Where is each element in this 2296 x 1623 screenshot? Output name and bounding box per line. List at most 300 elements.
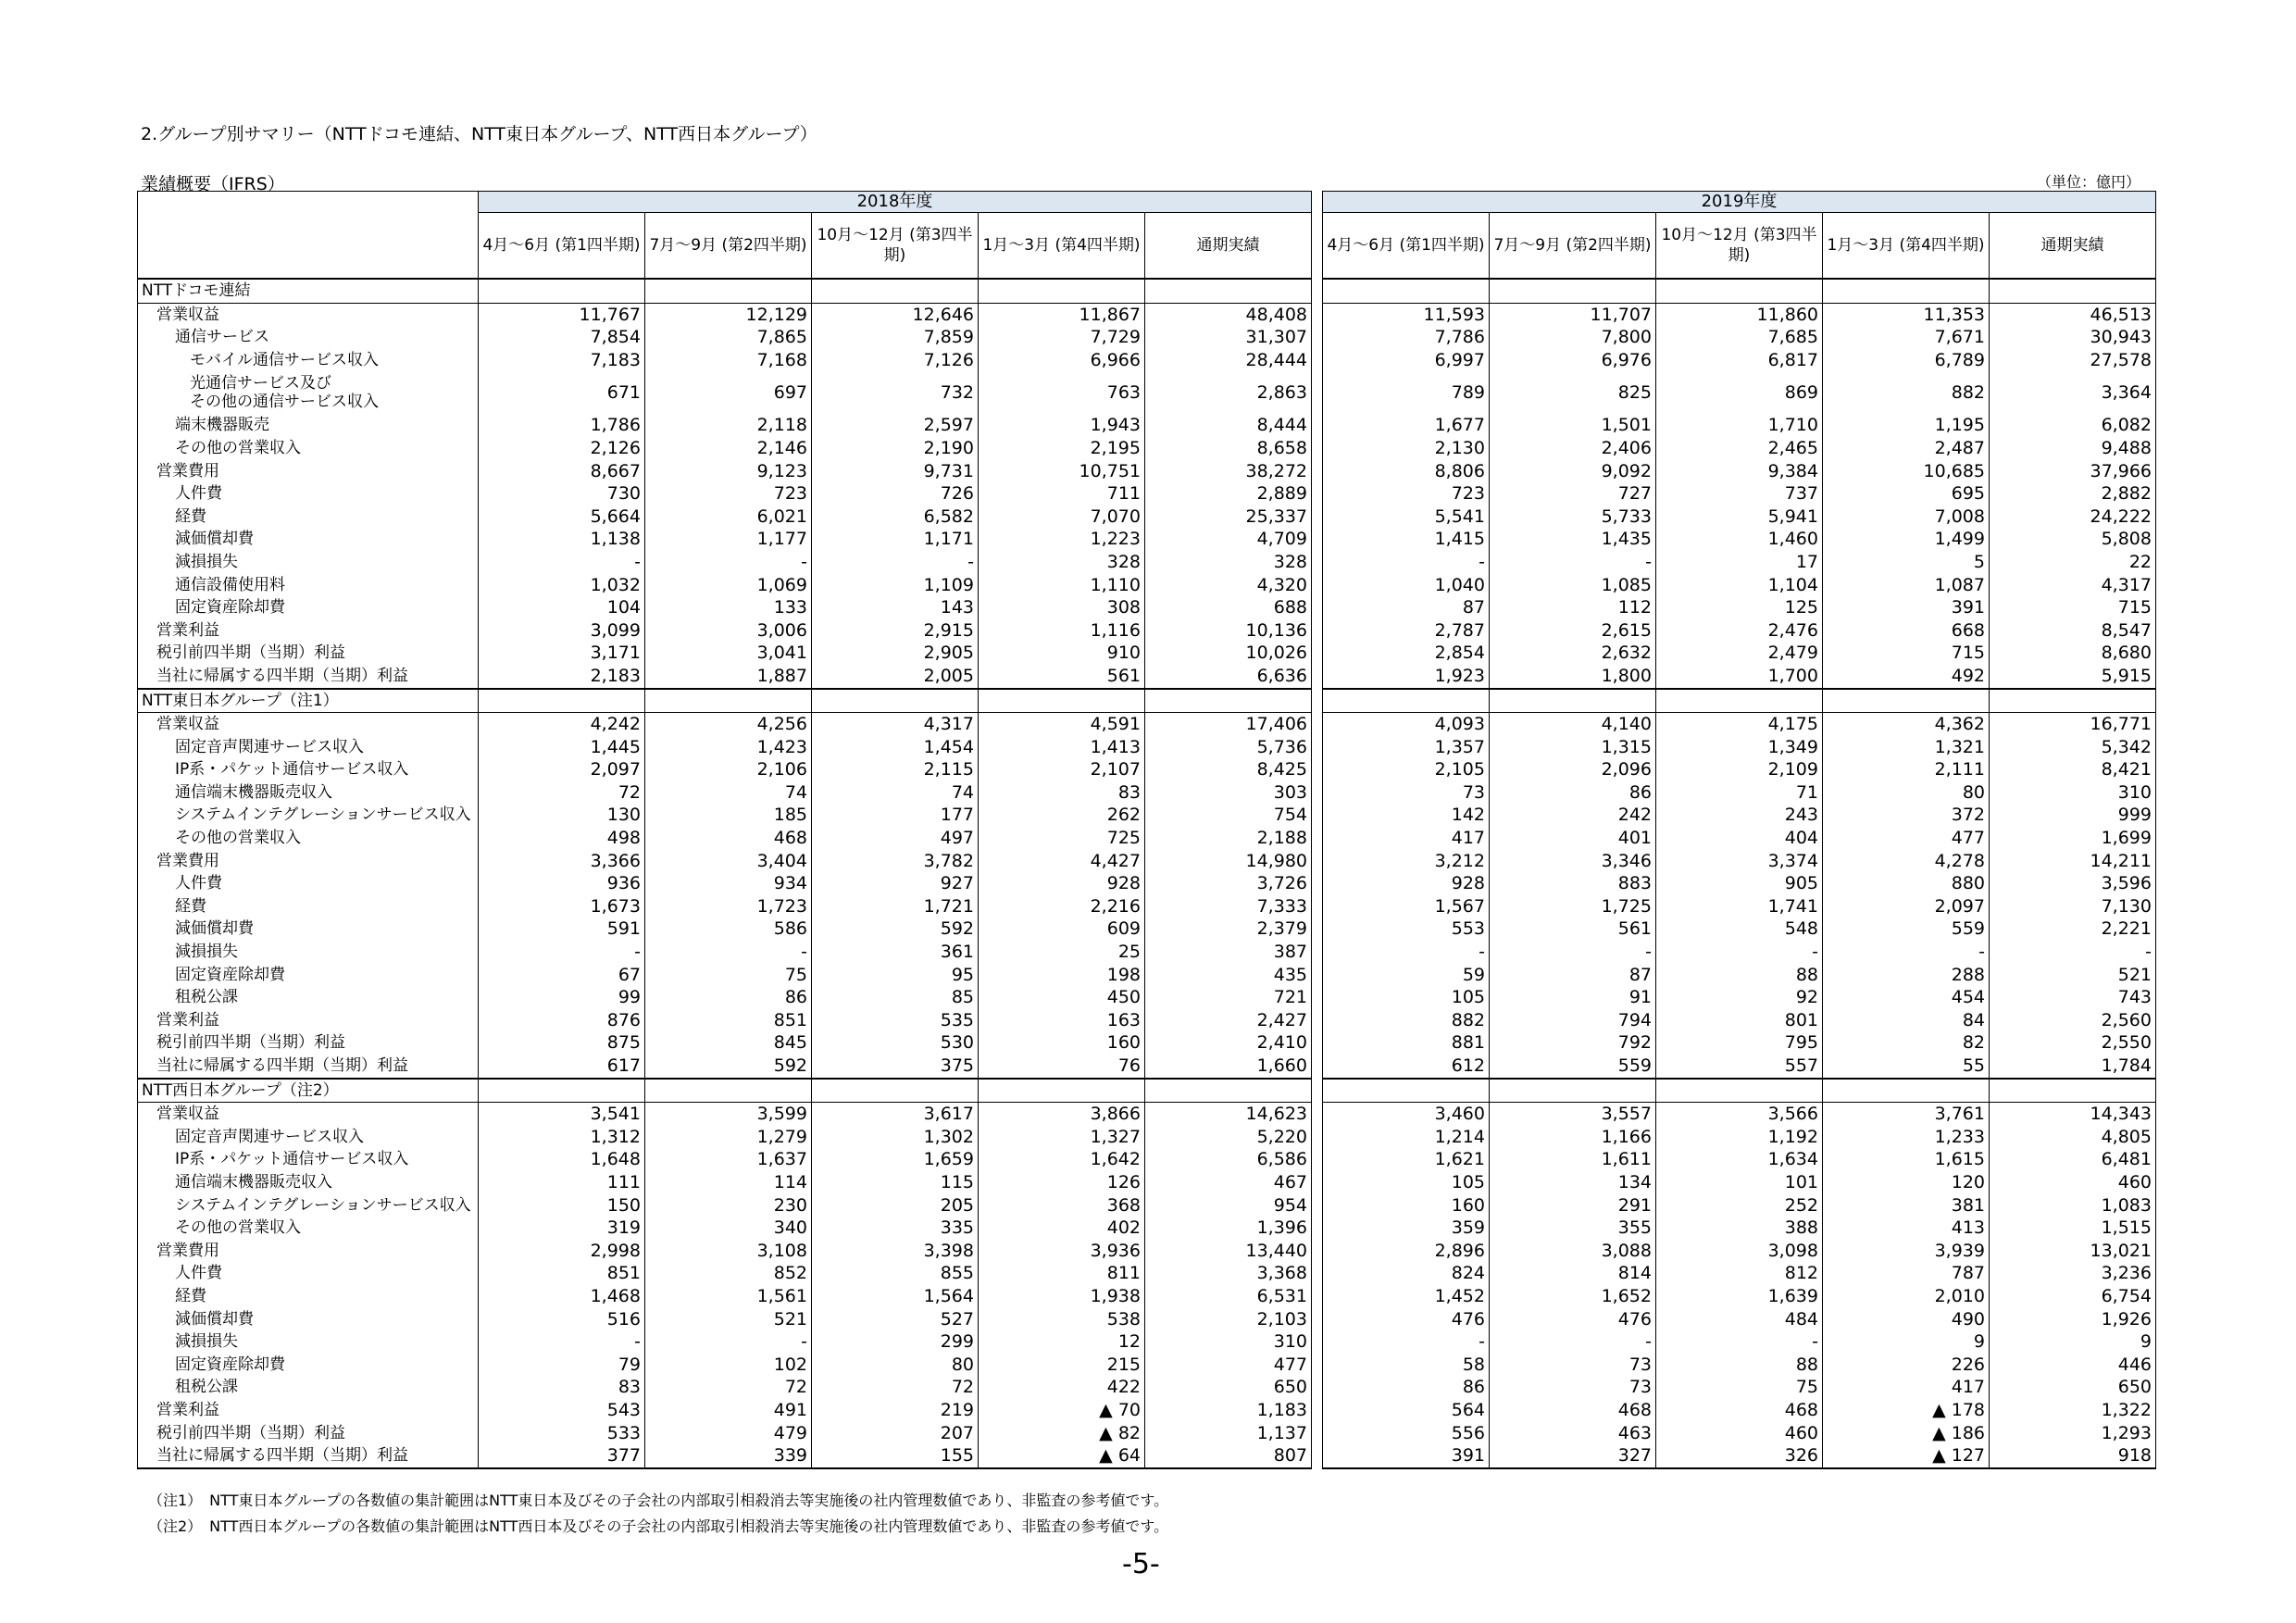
- value-cell: 3,006: [645, 619, 812, 643]
- value-cell: 310: [1145, 1330, 1312, 1354]
- value-cell: 2,115: [812, 758, 979, 781]
- value-cell: 4,362: [1823, 713, 1990, 736]
- row-label: その他の営業収入: [138, 1217, 479, 1240]
- value-cell: -: [812, 551, 979, 574]
- value-cell: 372: [1823, 804, 1990, 827]
- value-cell: 460: [1656, 1422, 1823, 1445]
- value-cell: 1,637: [645, 1148, 812, 1171]
- value-cell: 422: [979, 1376, 1145, 1399]
- value-cell: 851: [645, 1009, 812, 1032]
- value-cell: 242: [1490, 804, 1656, 827]
- value-cell: 1,110: [979, 574, 1145, 597]
- value-cell: 3,782: [812, 850, 979, 873]
- value-cell: 413: [1823, 1217, 1990, 1240]
- period-header: 通期実績: [1990, 213, 2156, 280]
- value-cell: 928: [979, 872, 1145, 895]
- value-cell: 559: [1823, 918, 1990, 941]
- value-cell: 9: [1823, 1330, 1990, 1354]
- value-cell: -: [1823, 941, 1990, 964]
- value-cell: 671: [479, 371, 645, 414]
- value-cell: 7,333: [1145, 895, 1312, 918]
- value-cell: 2,126: [479, 437, 645, 460]
- row-label: 営業収益: [138, 713, 479, 736]
- value-cell: 10,685: [1823, 460, 1990, 483]
- value-cell: -: [645, 551, 812, 574]
- value-cell: 3,866: [979, 1103, 1145, 1126]
- value-cell: 328: [1145, 551, 1312, 574]
- value-cell: 6,817: [1656, 349, 1823, 372]
- value-cell: 1,183: [1145, 1399, 1312, 1422]
- row-label: 固定資産除却費: [138, 1354, 479, 1377]
- value-cell: 592: [645, 1055, 812, 1079]
- value-cell: 1,923: [1323, 665, 1490, 689]
- empty-cell: [979, 279, 1145, 303]
- value-cell: 74: [645, 781, 812, 805]
- value-cell: 13,021: [1990, 1240, 2156, 1263]
- value-cell: 1,223: [979, 528, 1145, 551]
- value-cell: 918: [1990, 1444, 2156, 1468]
- value-cell: 308: [979, 596, 1145, 619]
- value-cell: 1,723: [645, 895, 812, 918]
- value-cell: 3,936: [979, 1240, 1145, 1263]
- value-cell: 9,488: [1990, 437, 2156, 460]
- value-cell: 1,784: [1990, 1055, 2156, 1079]
- value-cell: 484: [1656, 1308, 1823, 1331]
- year-header-2019: 2019年度: [1323, 192, 2156, 213]
- value-cell: 361: [812, 941, 979, 964]
- row-label: 光通信サービス及び その他の通信サービス収入: [138, 371, 479, 414]
- row-label: 営業利益: [138, 1009, 479, 1032]
- value-cell: 198: [979, 964, 1145, 987]
- value-cell: 468: [1490, 1399, 1656, 1422]
- value-cell: 463: [1490, 1422, 1656, 1445]
- value-cell: 3,557: [1490, 1103, 1656, 1126]
- value-cell: 811: [979, 1262, 1145, 1285]
- value-cell: 2,103: [1145, 1308, 1312, 1331]
- value-cell: 1,192: [1656, 1126, 1823, 1149]
- value-cell: 910: [979, 642, 1145, 665]
- value-cell: -: [645, 1330, 812, 1354]
- row-label: システムインテグレーションサービス収入: [138, 1194, 479, 1217]
- value-cell: 1,195: [1823, 414, 1990, 437]
- value-cell: 7,729: [979, 326, 1145, 349]
- value-cell: 617: [479, 1055, 645, 1079]
- value-cell: 1,564: [812, 1285, 979, 1308]
- row-label: 通信端末機器販売収入: [138, 1171, 479, 1194]
- value-cell: 1,648: [479, 1148, 645, 1171]
- value-cell: 2,190: [812, 437, 979, 460]
- value-cell: 105: [1323, 986, 1490, 1009]
- value-cell: 1,171: [812, 528, 979, 551]
- row-label: 当社に帰属する四半期（当期）利益: [138, 1444, 479, 1468]
- value-cell: 479: [645, 1422, 812, 1445]
- unit-label: （単位：億円）: [2036, 173, 2140, 191]
- value-cell: 3,460: [1323, 1103, 1490, 1126]
- value-cell: 111: [479, 1171, 645, 1194]
- value-cell: 72: [812, 1376, 979, 1399]
- value-cell: 1,460: [1656, 528, 1823, 551]
- value-cell: 11,867: [979, 303, 1145, 326]
- value-cell: 814: [1490, 1262, 1656, 1285]
- value-cell: 6,531: [1145, 1285, 1312, 1308]
- value-cell: 381: [1823, 1194, 1990, 1217]
- row-label: 減価償却費: [138, 918, 479, 941]
- value-cell: 120: [1823, 1171, 1990, 1194]
- value-cell: 14,623: [1145, 1103, 1312, 1126]
- value-cell: 801: [1656, 1009, 1823, 1032]
- value-cell: 2,109: [1656, 758, 1823, 781]
- value-cell: 8,421: [1990, 758, 2156, 781]
- row-label: 固定音声関連サービス収入: [138, 736, 479, 759]
- empty-cell: [1656, 279, 1823, 303]
- row-label: 営業費用: [138, 850, 479, 873]
- value-cell: 12,129: [645, 303, 812, 326]
- value-cell: 845: [645, 1031, 812, 1055]
- value-cell: 114: [645, 1171, 812, 1194]
- value-cell: 543: [479, 1399, 645, 1422]
- value-cell: 812: [1656, 1262, 1823, 1285]
- value-cell: 1,639: [1656, 1285, 1823, 1308]
- value-cell: 73: [1490, 1354, 1656, 1377]
- value-cell: 2,615: [1490, 619, 1656, 643]
- row-label: 税引前四半期（当期）利益: [138, 642, 479, 665]
- value-cell: 1,396: [1145, 1217, 1312, 1240]
- value-cell: 754: [1145, 804, 1312, 827]
- value-cell: 3,108: [645, 1240, 812, 1263]
- value-cell: 763: [979, 371, 1145, 414]
- empty-cell: [645, 279, 812, 303]
- value-cell: 1,699: [1990, 827, 2156, 850]
- value-cell: 38,272: [1145, 460, 1312, 483]
- value-cell: 288: [1823, 964, 1990, 987]
- value-cell: 3,099: [479, 619, 645, 643]
- value-cell: 4,140: [1490, 713, 1656, 736]
- value-cell: 207: [812, 1422, 979, 1445]
- value-cell: 7,685: [1656, 326, 1823, 349]
- value-cell: -: [1323, 941, 1490, 964]
- value-cell: 11,860: [1656, 303, 1823, 326]
- empty-cell: [812, 279, 979, 303]
- value-cell: 243: [1656, 804, 1823, 827]
- row-label: モバイル通信サービス収入: [138, 349, 479, 372]
- value-cell: 4,093: [1323, 713, 1490, 736]
- value-cell: 1,069: [645, 574, 812, 597]
- value-cell: 5,736: [1145, 736, 1312, 759]
- group-name: NTT西日本グループ（注2）: [138, 1079, 479, 1103]
- period-header: 通期実績: [1145, 213, 1312, 280]
- value-cell: 6,966: [979, 349, 1145, 372]
- value-cell: 516: [479, 1308, 645, 1331]
- value-cell: 727: [1490, 482, 1656, 506]
- value-cell: 85: [812, 986, 979, 1009]
- value-cell: 3,088: [1490, 1240, 1656, 1263]
- value-cell: 446: [1990, 1354, 2156, 1377]
- value-cell: 219: [812, 1399, 979, 1422]
- value-cell: 12: [979, 1330, 1145, 1354]
- value-cell: 1,567: [1323, 895, 1490, 918]
- value-cell: 82: [1823, 1031, 1990, 1055]
- value-cell: 1,322: [1990, 1399, 2156, 1422]
- value-cell: 561: [979, 665, 1145, 689]
- value-cell: 115: [812, 1171, 979, 1194]
- value-cell: 1,293: [1990, 1422, 2156, 1445]
- value-cell: 226: [1823, 1354, 1990, 1377]
- value-cell: 12,646: [812, 303, 979, 326]
- value-cell: 5,915: [1990, 665, 2156, 689]
- value-cell: 340: [645, 1217, 812, 1240]
- value-cell: 3,726: [1145, 872, 1312, 895]
- value-cell: 368: [979, 1194, 1145, 1217]
- value-cell: 5: [1823, 551, 1990, 574]
- value-cell: 359: [1323, 1217, 1490, 1240]
- value-cell: 102: [645, 1354, 812, 1377]
- empty-cell: [1490, 1079, 1656, 1103]
- value-cell: 467: [1145, 1171, 1312, 1194]
- empty-cell: [1490, 689, 1656, 713]
- value-cell: 8,667: [479, 460, 645, 483]
- value-cell: 1,137: [1145, 1422, 1312, 1445]
- value-cell: 855: [812, 1262, 979, 1285]
- value-cell: 3,404: [645, 850, 812, 873]
- value-cell: 387: [1145, 941, 1312, 964]
- value-cell: 24,222: [1990, 506, 2156, 529]
- value-cell: 205: [812, 1194, 979, 1217]
- value-cell: 71: [1656, 781, 1823, 805]
- value-cell: 3,346: [1490, 850, 1656, 873]
- value-cell: 48,408: [1145, 303, 1312, 326]
- value-cell: 27,578: [1990, 349, 2156, 372]
- value-cell: 521: [645, 1308, 812, 1331]
- empty-cell: [1323, 689, 1490, 713]
- value-cell: 825: [1490, 371, 1656, 414]
- value-cell: -: [479, 551, 645, 574]
- value-cell: 3,599: [645, 1103, 812, 1126]
- value-cell: 4,317: [1990, 574, 2156, 597]
- value-cell: 6,997: [1323, 349, 1490, 372]
- group-name: NTTドコモ連結: [138, 279, 479, 303]
- row-label: 減価償却費: [138, 528, 479, 551]
- year-header-2018: 2018年度: [479, 192, 1312, 213]
- period-header: 1月～3月 (第4四半期): [979, 213, 1145, 280]
- empty-cell: [1145, 279, 1312, 303]
- row-label: 人件費: [138, 1262, 479, 1285]
- value-cell: 2,896: [1323, 1240, 1490, 1263]
- footnotes: [148, 1488, 1168, 1540]
- value-cell: 87: [1490, 964, 1656, 987]
- value-cell: 160: [979, 1031, 1145, 1055]
- value-cell: 454: [1823, 986, 1990, 1009]
- value-cell: 730: [479, 482, 645, 506]
- value-cell: 16,771: [1990, 713, 2156, 736]
- value-cell: 460: [1990, 1171, 2156, 1194]
- value-cell: 1,312: [479, 1126, 645, 1149]
- value-cell: 6,582: [812, 506, 979, 529]
- value-cell: 2,188: [1145, 827, 1312, 850]
- value-cell: 3,212: [1323, 850, 1490, 873]
- empty-cell: [1823, 1079, 1990, 1103]
- empty-cell: [1990, 689, 2156, 713]
- value-cell: 177: [812, 804, 979, 827]
- value-cell: 104: [479, 596, 645, 619]
- value-cell: 3,761: [1823, 1103, 1990, 1126]
- row-label: 営業利益: [138, 619, 479, 643]
- value-cell: 2,010: [1823, 1285, 1990, 1308]
- value-cell: -: [479, 1330, 645, 1354]
- value-cell: 133: [645, 596, 812, 619]
- value-cell: 2,427: [1145, 1009, 1312, 1032]
- value-cell: 557: [1656, 1055, 1823, 1079]
- value-cell: 715: [1823, 642, 1990, 665]
- value-cell: 2,096: [1490, 758, 1656, 781]
- value-cell: 564: [1323, 1399, 1490, 1422]
- value-cell: 30,943: [1990, 326, 2156, 349]
- value-cell: 5,808: [1990, 528, 2156, 551]
- value-cell: -: [1656, 941, 1823, 964]
- value-cell: 875: [479, 1031, 645, 1055]
- value-cell: 9,731: [812, 460, 979, 483]
- value-cell: 468: [645, 827, 812, 850]
- value-cell: 402: [979, 1217, 1145, 1240]
- value-cell: 6,754: [1990, 1285, 2156, 1308]
- value-cell: 9,123: [645, 460, 812, 483]
- value-cell: 14,980: [1145, 850, 1312, 873]
- value-cell: 851: [479, 1262, 645, 1285]
- value-cell: 4,805: [1990, 1126, 2156, 1149]
- value-cell: 1,634: [1656, 1148, 1823, 1171]
- value-cell: 185: [645, 804, 812, 827]
- value-cell: 75: [645, 964, 812, 987]
- empty-cell: [979, 1079, 1145, 1103]
- value-cell: -: [1323, 1330, 1490, 1354]
- value-cell: 339: [645, 1444, 812, 1468]
- value-cell: 869: [1656, 371, 1823, 414]
- value-cell: 7,786: [1323, 326, 1490, 349]
- value-cell: 1,615: [1823, 1148, 1990, 1171]
- value-cell: 1,279: [645, 1126, 812, 1149]
- value-cell: 1,943: [979, 414, 1145, 437]
- value-cell: 3,596: [1990, 872, 2156, 895]
- value-cell: 3,398: [812, 1240, 979, 1263]
- value-cell: 934: [645, 872, 812, 895]
- value-cell: 1,452: [1323, 1285, 1490, 1308]
- value-cell: 155: [812, 1444, 979, 1468]
- row-label: 通信設備使用料: [138, 574, 479, 597]
- value-cell: 388: [1656, 1217, 1823, 1240]
- value-cell: 377: [479, 1444, 645, 1468]
- value-cell: 7,168: [645, 349, 812, 372]
- value-cell: 492: [1823, 665, 1990, 689]
- value-cell: 556: [1323, 1422, 1490, 1445]
- row-label: 減損損失: [138, 941, 479, 964]
- empty-cell: [1823, 689, 1990, 713]
- value-cell: 476: [1323, 1308, 1490, 1331]
- value-cell: 1,315: [1490, 736, 1656, 759]
- value-cell: 954: [1145, 1194, 1312, 1217]
- empty-cell: [1823, 279, 1990, 303]
- row-label: 減価償却費: [138, 1308, 479, 1331]
- value-cell: 881: [1323, 1031, 1490, 1055]
- value-cell: 73: [1490, 1376, 1656, 1399]
- value-cell: 2,882: [1990, 482, 2156, 506]
- value-cell: 2,106: [645, 758, 812, 781]
- value-cell: 3,368: [1145, 1262, 1312, 1285]
- row-label: 営業利益: [138, 1399, 479, 1422]
- value-cell: 319: [479, 1217, 645, 1240]
- value-cell: 789: [1323, 371, 1490, 414]
- value-cell: 2,195: [979, 437, 1145, 460]
- row-label: 租税公課: [138, 986, 479, 1009]
- value-cell: 1,109: [812, 574, 979, 597]
- value-cell: 2,863: [1145, 371, 1312, 414]
- value-cell: 824: [1323, 1262, 1490, 1285]
- value-cell: 25: [979, 941, 1145, 964]
- value-cell: 7,126: [812, 349, 979, 372]
- value-cell: 1,660: [1145, 1055, 1312, 1079]
- value-cell: 95: [812, 964, 979, 987]
- value-cell: 476: [1490, 1308, 1656, 1331]
- row-label: 租税公課: [138, 1376, 479, 1399]
- value-cell: 86: [645, 986, 812, 1009]
- value-cell: 5,664: [479, 506, 645, 529]
- value-cell: 327: [1490, 1444, 1656, 1468]
- value-cell: 58: [1323, 1354, 1490, 1377]
- value-cell: 79: [479, 1354, 645, 1377]
- value-cell: 7,859: [812, 326, 979, 349]
- empty-cell: [1323, 1079, 1490, 1103]
- value-cell: 721: [1145, 986, 1312, 1009]
- value-cell: 697: [645, 371, 812, 414]
- value-cell: 723: [1323, 482, 1490, 506]
- value-cell: 1,415: [1323, 528, 1490, 551]
- table-2018: [137, 191, 1312, 1469]
- value-cell: 3,541: [479, 1103, 645, 1126]
- value-cell: ▲ 186: [1823, 1422, 1990, 1445]
- row-label: 通信端末機器販売収入: [138, 781, 479, 805]
- value-cell: 876: [479, 1009, 645, 1032]
- value-cell: 559: [1490, 1055, 1656, 1079]
- value-cell: 105: [1323, 1171, 1490, 1194]
- value-cell: 8,547: [1990, 619, 2156, 643]
- value-cell: 230: [645, 1194, 812, 1217]
- value-cell: 883: [1490, 872, 1656, 895]
- value-cell: -: [1990, 941, 2156, 964]
- value-cell: 8,425: [1145, 758, 1312, 781]
- value-cell: 10,136: [1145, 619, 1312, 643]
- period-header: 4月～6月 (第1四半期): [479, 213, 645, 280]
- empty-cell: [1490, 279, 1656, 303]
- value-cell: 7,865: [645, 326, 812, 349]
- value-cell: 609: [979, 918, 1145, 941]
- value-cell: 695: [1823, 482, 1990, 506]
- value-cell: 37,966: [1990, 460, 2156, 483]
- row-label: 固定資産除却費: [138, 964, 479, 987]
- value-cell: 5,220: [1145, 1126, 1312, 1149]
- empty-cell: [645, 1079, 812, 1103]
- value-cell: 1,938: [979, 1285, 1145, 1308]
- row-label: 税引前四半期（当期）利益: [138, 1031, 479, 1055]
- value-cell: ▲ 127: [1823, 1444, 1990, 1468]
- value-cell: -: [1656, 1330, 1823, 1354]
- value-cell: 1,032: [479, 574, 645, 597]
- value-cell: 88: [1656, 964, 1823, 987]
- row-label: 通信サービス: [138, 326, 479, 349]
- value-cell: 2,107: [979, 758, 1145, 781]
- value-cell: 477: [1823, 827, 1990, 850]
- value-cell: 72: [645, 1376, 812, 1399]
- value-cell: 2,632: [1490, 642, 1656, 665]
- value-cell: 498: [479, 827, 645, 850]
- value-cell: 84: [1823, 1009, 1990, 1032]
